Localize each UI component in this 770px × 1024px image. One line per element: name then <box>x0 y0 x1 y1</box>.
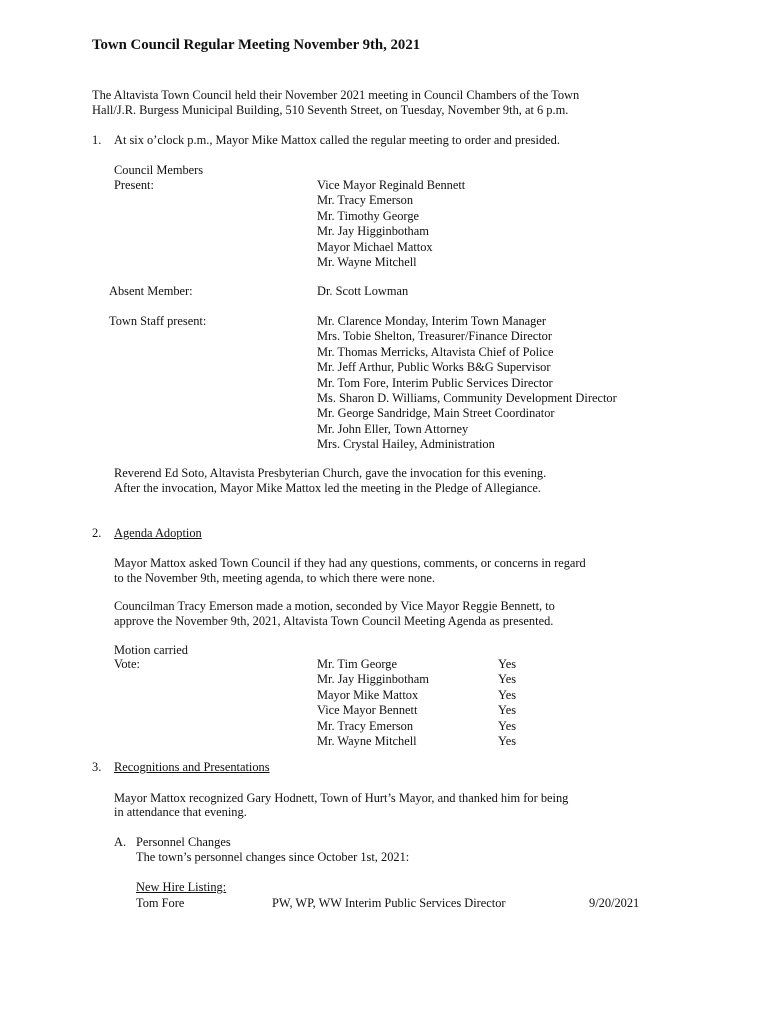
new-hire-date: 9/20/2021 <box>589 896 640 910</box>
town-staff-list <box>317 314 617 453</box>
sub-a-text: The town’s personnel changes since October 1st, 2021: <box>136 850 410 864</box>
item-2-heading: Agenda Adoption <box>114 526 202 540</box>
council-present-label: Present: <box>114 178 154 192</box>
item-2-para-2-line-2: approve the November 9th, 2021, Altavista Town Council Meeting Agenda as presented. <box>114 614 554 628</box>
vote-name: Mr. Jay Higginbotham <box>317 672 429 687</box>
item-2-number: 2. <box>92 526 102 540</box>
vote-name: Mayor Mike Mattox <box>317 687 419 702</box>
invocation-line-1: Reverend Ed Soto, Altavista Presbyterian Church, gave the invocation for this evening. <box>114 466 547 480</box>
item-3-number: 3. <box>92 760 102 774</box>
staff-member: Mr. Thomas Merricks, Altavista Chief of Police <box>317 344 554 359</box>
council-member: Vice Mayor Reginald Bennett <box>317 178 466 192</box>
sub-a-title: Personnel Changes <box>136 835 231 849</box>
vote-value: Yes <box>498 672 517 687</box>
staff-member: Mr. George Sandridge, Main Street Coordinator <box>317 406 555 421</box>
council-member: Mr. Wayne Mitchell <box>317 255 417 270</box>
vote-label: Vote: <box>114 657 140 671</box>
council-member: Mr. Tracy Emerson <box>317 193 414 208</box>
staff-member: Mr. Clarence Monday, Interim Town Manager <box>317 314 546 328</box>
vote-values-list <box>498 657 516 749</box>
intro-line-1: The Altavista Town Council held their November 2021 meeting in Council Chambers of the Town <box>92 88 580 102</box>
staff-member: Mr. Tom Fore, Interim Public Services Director <box>317 375 553 390</box>
staff-member: Mr. Jeff Arthur, Public Works B&G Supervisor <box>317 360 551 375</box>
council-member: Mr. Jay Higginbotham <box>317 224 429 239</box>
town-staff-label: Town Staff present: <box>109 314 207 328</box>
item-2-para-2-line-1: Councilman Tracy Emerson made a motion, seconded by Vice Mayor Reggie Bennett, to <box>114 599 555 613</box>
motion-carried: Motion carried <box>114 643 188 657</box>
sub-a-label: A. <box>114 835 127 849</box>
document-title: Town Council Regular Meeting November 9th, 2021 <box>92 37 421 53</box>
vote-value: Yes <box>498 718 517 733</box>
council-members-list <box>317 178 465 270</box>
vote-value: Yes <box>498 703 517 718</box>
item-3-para-line-2: in attendance that evening. <box>114 805 247 819</box>
vote-value: Yes <box>498 734 517 749</box>
item-3-heading: Recognitions and Presentations <box>114 760 270 774</box>
item-3-para-line-1: Mayor Mattox recognized Gary Hodnett, Town of Hurt’s Mayor, and thanked him for being <box>114 791 569 805</box>
vote-name: Vice Mayor Bennett <box>317 703 418 718</box>
vote-name: Mr. Wayne Mitchell <box>317 734 417 749</box>
vote-name: Mr. Tracy Emerson <box>317 718 414 733</box>
new-hire-heading: New Hire Listing: <box>136 880 227 894</box>
new-hire-name: Tom Fore <box>136 896 185 910</box>
staff-member: Mr. John Eller, Town Attorney <box>317 421 469 436</box>
absent-member-label: Absent Member: <box>109 284 193 298</box>
invocation-line-2: After the invocation, Mayor Mike Mattox led the meeting in the Pledge of Allegiance. <box>114 481 542 495</box>
new-hire-position: PW, WP, WW Interim Public Services Director <box>272 896 506 910</box>
council-members-label: Council Members <box>114 163 204 177</box>
council-member: Mr. Timothy George <box>317 208 420 223</box>
vote-names-list <box>317 657 429 749</box>
staff-member: Mrs. Crystal Hailey, Administration <box>317 437 495 452</box>
item-2-para-1-line-1: Mayor Mattox asked Town Council if they had any questions, comments, or concerns in regard <box>114 556 586 570</box>
absent-member-name: Dr. Scott Lowman <box>317 284 409 298</box>
staff-member: Mrs. Tobie Shelton, Treasurer/Finance Director <box>317 329 552 344</box>
item-1-number: 1. <box>92 133 102 147</box>
intro-line-2: Hall/J.R. Burgess Municipal Building, 510 Seventh Street, on Tuesday, November 9th, at 6 p.m. <box>92 103 569 117</box>
vote-value: Yes <box>498 687 517 702</box>
item-1-text: At six o’clock p.m., Mayor Mike Mattox called the regular meeting to order and presided. <box>114 133 560 147</box>
vote-name: Mr. Tim George <box>317 657 397 671</box>
council-member: Mayor Michael Mattox <box>317 239 433 254</box>
vote-value: Yes <box>498 657 517 671</box>
item-2-para-1-line-2: to the November 9th, meeting agenda, to which there were none. <box>114 571 436 585</box>
staff-member: Ms. Sharon D. Williams, Community Development Director <box>317 391 617 406</box>
